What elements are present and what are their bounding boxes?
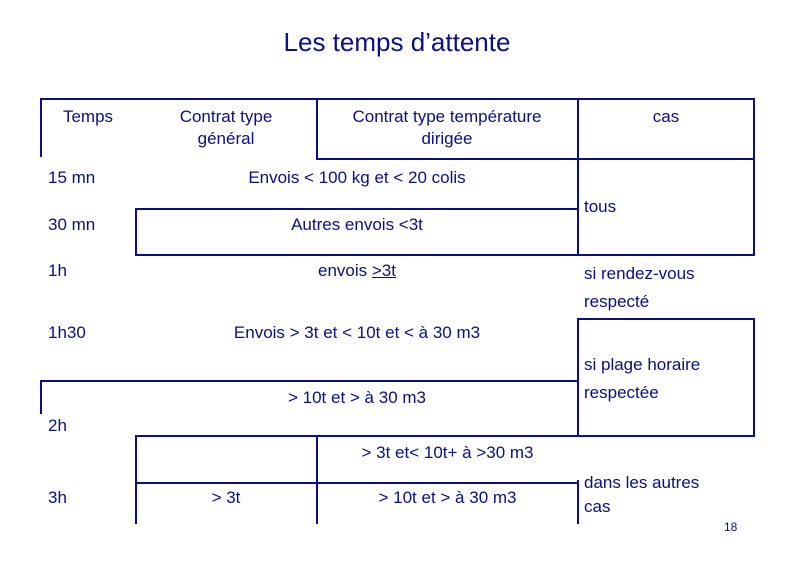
text-3h-temperature: > 10t et > à 30 m3 — [378, 488, 517, 507]
time-2h: 2h — [48, 416, 67, 435]
header-temperature-line2: dirigée — [421, 129, 473, 148]
table-border-top — [40, 98, 755, 100]
header-temperature — [318, 106, 576, 150]
text-1h30: Envois > 3t et < 10t et < à 30 m3 — [233, 323, 481, 342]
table-border-right-lower — [753, 318, 755, 437]
time-1h30: 1h30 — [48, 323, 86, 342]
text-1h-underlined: >3t — [371, 261, 396, 280]
rule-15mn — [137, 208, 577, 210]
time-15mn: 15 mn — [48, 168, 96, 187]
rule-1h30 — [577, 318, 755, 320]
page-title: Les temps d’attente — [283, 27, 511, 57]
header-general-line2: général — [197, 129, 255, 148]
rule-10t — [40, 380, 577, 382]
rule-3h — [137, 482, 577, 484]
text-3h-general: > 3t — [211, 488, 241, 507]
page-number: 18 — [724, 520, 738, 534]
time-3h: 3h — [48, 488, 67, 507]
rule-2h — [137, 435, 755, 437]
cas-rdv-line1: si rendez-vous — [584, 264, 695, 283]
header-cas: cas — [652, 107, 680, 126]
cas-rdv-line2: respecté — [584, 292, 650, 311]
cas-left-border-bottom — [577, 480, 579, 524]
text-1h-prefix: envois — [318, 261, 372, 280]
cas-tous: tous — [584, 197, 617, 216]
cas-autres-line2: cas — [584, 497, 611, 516]
time-30mn: 30 mn — [48, 215, 96, 234]
header-temperature-line1: Contrat type température — [352, 107, 542, 126]
cas-plage-line1: si plage horaire — [584, 355, 701, 374]
header-general — [137, 106, 315, 150]
text-1h — [137, 260, 577, 282]
rule-30mn — [137, 254, 755, 256]
table-border-right — [753, 98, 755, 254]
header-temps: Temps — [62, 107, 114, 126]
cas-left-border-lower — [577, 318, 579, 437]
cas-plage — [584, 351, 700, 407]
cas-autres-line1: dans les autres — [584, 473, 700, 492]
text-30mn: Autres envois <3t — [291, 215, 423, 234]
cas-plage-line2: respectée — [584, 383, 659, 402]
header-general-line1: Contrat type — [179, 107, 273, 126]
time-1h: 1h — [48, 261, 67, 280]
text-2h: > 3t et< 10t+ à >30 m3 — [361, 443, 534, 462]
border-left-10t — [40, 380, 42, 414]
cas-autres — [584, 471, 699, 519]
header-bottom-rule — [316, 158, 755, 160]
text-15mn: Envois < 100 kg et < 20 colis — [248, 168, 466, 187]
cas-rdv — [584, 260, 695, 316]
sep-time-col-2h — [135, 435, 137, 524]
text-10t-30m3: > 10t et > à 30 m3 — [288, 388, 426, 407]
